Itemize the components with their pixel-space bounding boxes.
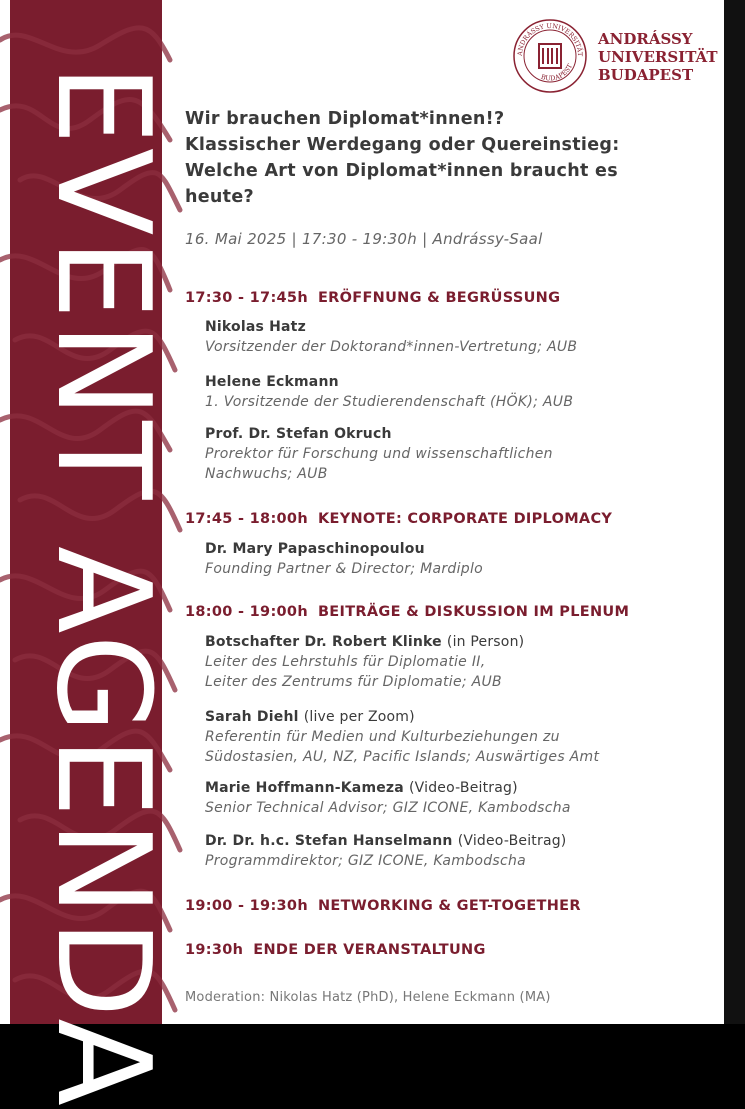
event-agenda-vertical-title: EVENT AGENDA (28, 64, 177, 1109)
university-seal-logo (512, 18, 588, 94)
svg-text:BUDAPEST: BUDAPEST (539, 62, 575, 83)
agenda-section-header: 17:45 - 18:00h KEYNOTE: CORPORATE DIPLOMACY (185, 511, 613, 527)
sidebar-band (10, 0, 177, 1109)
right-edge-border (724, 0, 745, 1024)
university-name: ANDRÁSSY UNIVERSITÄT BUDAPEST (598, 30, 718, 84)
agenda-section-header: 19:00 - 19:30h NETWORKING & GET-TOGETHER (185, 898, 581, 914)
agenda-section-header: 17:30 - 17:45h ERÖFFNUNG & BEGRÜSSUNG (185, 290, 561, 306)
event-title: Wir brauchen Diplomat*innen!? Klassischer Werdegang oder Quereinstieg: Welche Art von Diplomat*innen braucht es heute? (185, 109, 620, 207)
svg-text:ANDRÁSSY UNIVERSITÄT: ANDRÁSSY UNIVERSITÄT (515, 21, 585, 57)
event-date-time-location: 16. Mai 2025 | 17:30 - 19:30h | Andrássy-Saal (185, 230, 543, 248)
speaker-entry: Sarah Diehl (live per Zoom) Referentin für Medien und Kulturbeziehungen zu Südostasien, AU, NZ, Pacific Islands; Auswärtiges Amt (205, 709, 600, 765)
agenda-section-header: 19:30h ENDE DER VERANSTALTUNG (185, 942, 486, 958)
speaker-entry: Botschafter Dr. Robert Klinke (in Person) Leiter des Lehrstuhls für Diplomatie II, Leiter des Zentrums für Diplomatie; AUB (205, 634, 525, 690)
speaker-entry: Marie Hoffmann-Kameza (Video-Beitrag) Senior Technical Advisor; GIZ ICONE, Kambodscha (205, 780, 571, 816)
agenda-section-header: 18:00 - 19:00h BEITRÄGE & DISKUSSION IM PLENUM (185, 604, 630, 620)
moderation-credit: Moderation: Nikolas Hatz (PhD), Helene Eckmann (MA) (185, 990, 551, 1005)
speaker-entry: Dr. Mary Papaschinopoulou Founding Partner & Director; Mardiplo (205, 541, 484, 577)
speaker-entry: Helene Eckmann 1. Vorsitzende der Studierendenschaft (HÖK); AUB (205, 374, 574, 410)
speaker-entry: Dr. Dr. h.c. Stefan Hanselmann (Video-Beitrag) Programmdirektor; GIZ ICONE, Kambodscha (205, 833, 567, 869)
speaker-entry: Nikolas Hatz Vorsitzender der Doktorand*innen-Vertretung; AUB (205, 319, 578, 355)
speaker-entry: Prof. Dr. Stefan Okruch Prorektor für Forschung und wissenschaftlichen Nachwuchs; AUB (205, 426, 553, 482)
